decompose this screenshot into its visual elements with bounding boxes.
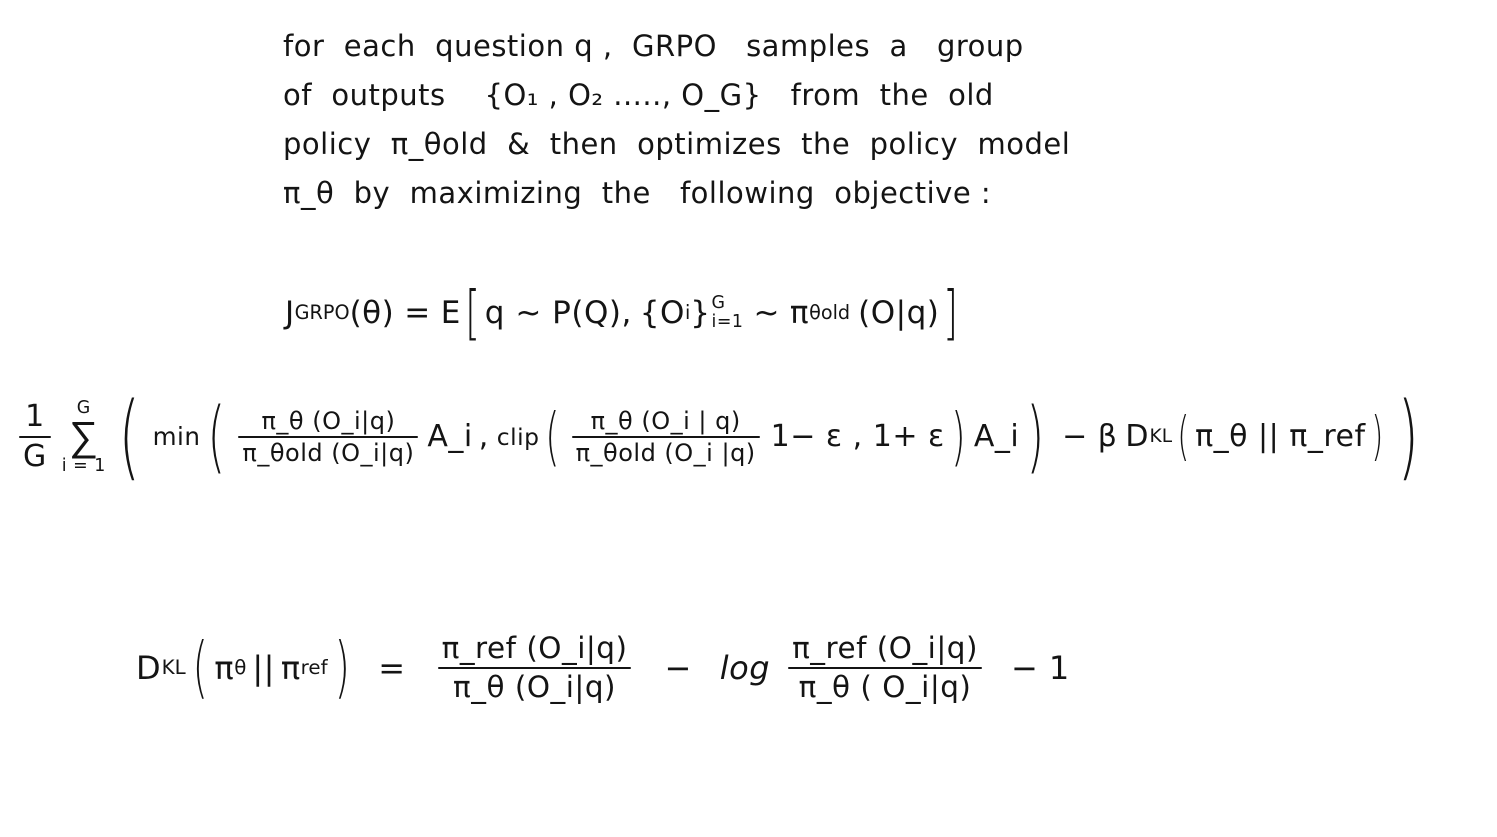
policy-old: π	[789, 294, 810, 331]
kl-arg-left: π	[214, 648, 235, 687]
kl-ratio-2-denominator: π_θ ( O_i|q)	[798, 669, 972, 704]
objective-lhs: J	[285, 294, 295, 331]
ratio-1-fraction	[238, 406, 418, 469]
set-upper-limit: G	[711, 293, 726, 314]
kl-dkl-subscript: KL	[161, 656, 186, 680]
set-open: {	[639, 294, 661, 331]
dkl-paren-open: (	[1177, 405, 1190, 467]
policy-old-subscript: θold	[809, 301, 851, 325]
clip-label: clip	[496, 422, 540, 451]
kl-paren-close: )	[334, 627, 350, 706]
intro-line-2: of outputs {O₁ , O₂ ....., O_G} from the old	[283, 78, 994, 112]
kl-double-bar: ||	[252, 648, 275, 687]
ratio-2-numerator: π_θ (O_i | q)	[590, 406, 741, 435]
advantage-1: A_i	[427, 419, 473, 455]
objective-equation	[285, 278, 963, 347]
dkl-paren-close: )	[1370, 405, 1384, 467]
kl-arg-right-subscript: ref	[300, 656, 328, 680]
kl-divergence-definition	[136, 627, 1070, 706]
grpo-main-formula	[14, 381, 1427, 490]
kl-minus-one: − 1	[1010, 648, 1070, 687]
set-lower-limit: i=1	[711, 311, 744, 332]
bracket-close: ]	[943, 278, 959, 347]
kl-paren-open: (	[192, 627, 208, 706]
advantage-2: A_i	[973, 419, 1020, 455]
bracket-open: [	[465, 278, 481, 347]
outer-paren-open: (	[118, 381, 140, 490]
tilde-symbol: ~	[753, 294, 780, 331]
set-close: }	[690, 294, 711, 331]
kl-arg-left-subscript: θ	[234, 656, 247, 680]
kl-arg-right: π	[280, 648, 301, 687]
ratio-1-numerator: π_θ (O_i|q)	[261, 406, 396, 435]
dkl-subscript: KL	[1149, 426, 1173, 448]
objective-equals: =	[404, 294, 431, 331]
kl-ratio-2-numerator: π_ref (O_i|q)	[792, 631, 978, 665]
kl-ratio-2-fraction	[788, 630, 982, 705]
set-limits	[712, 294, 744, 330]
sample-q: q ~ P(Q),	[484, 294, 632, 331]
beta-coefficient: β	[1097, 419, 1118, 455]
min-label: min	[152, 422, 201, 452]
sum-upper-limit: G	[76, 398, 91, 418]
expectation-symbol: E	[440, 294, 462, 331]
sum-lower-limit: i = 1	[61, 455, 106, 476]
min-paren-close: )	[1026, 391, 1045, 482]
ratio-1-denominator: π_θold (O_i|q)	[242, 438, 415, 467]
prefactor-numerator: 1	[25, 399, 45, 435]
comma-separator: ,	[478, 419, 489, 455]
prefactor-denominator: G	[23, 438, 47, 474]
kl-ratio-1-fraction	[438, 630, 632, 705]
sigma-icon: ∑	[68, 412, 99, 461]
kl-ratio-1-numerator: π_ref (O_i|q)	[441, 631, 628, 665]
intro-paragraph	[283, 22, 1143, 218]
kl-dkl-symbol: D	[136, 648, 162, 687]
ratio-2-denominator: π_θold (O_i |q)	[575, 438, 756, 467]
dkl-argument: π_θ || π_ref	[1195, 419, 1366, 455]
dkl-symbol: D	[1125, 419, 1150, 455]
kl-log-label: log	[719, 648, 771, 687]
objective-lhs-subscript: GRPO	[294, 301, 350, 325]
prefactor-fraction	[19, 398, 51, 475]
intro-line-4: π_θ by maximizing the following objective :	[283, 176, 992, 210]
objective-lhs-arg: (θ)	[349, 294, 395, 331]
clip-paren-close: )	[950, 400, 966, 474]
clip-upper-bound: 1+ ε	[872, 419, 945, 455]
kl-ratio-1-denominator: π_θ (O_i|q)	[453, 669, 616, 704]
clip-lower-bound: 1− ε ,	[770, 419, 863, 455]
min-paren-open: (	[207, 391, 226, 482]
intro-line-3: policy π_θold & then optimizes the policy model	[283, 127, 1071, 161]
kl-minus-operator: −	[664, 648, 692, 687]
summation	[62, 398, 106, 476]
ratio-2-fraction	[572, 406, 760, 469]
clip-paren-open: (	[545, 400, 561, 474]
kl-equals: =	[378, 648, 406, 687]
intro-line-1: for each question q , GRPO samples a group	[283, 29, 1024, 63]
outer-paren-close: )	[1397, 381, 1419, 490]
set-var: O	[660, 294, 685, 331]
policy-argument: (O|q)	[858, 294, 940, 331]
minus-operator: −	[1062, 419, 1088, 455]
set-var-subscript: i	[684, 301, 691, 325]
